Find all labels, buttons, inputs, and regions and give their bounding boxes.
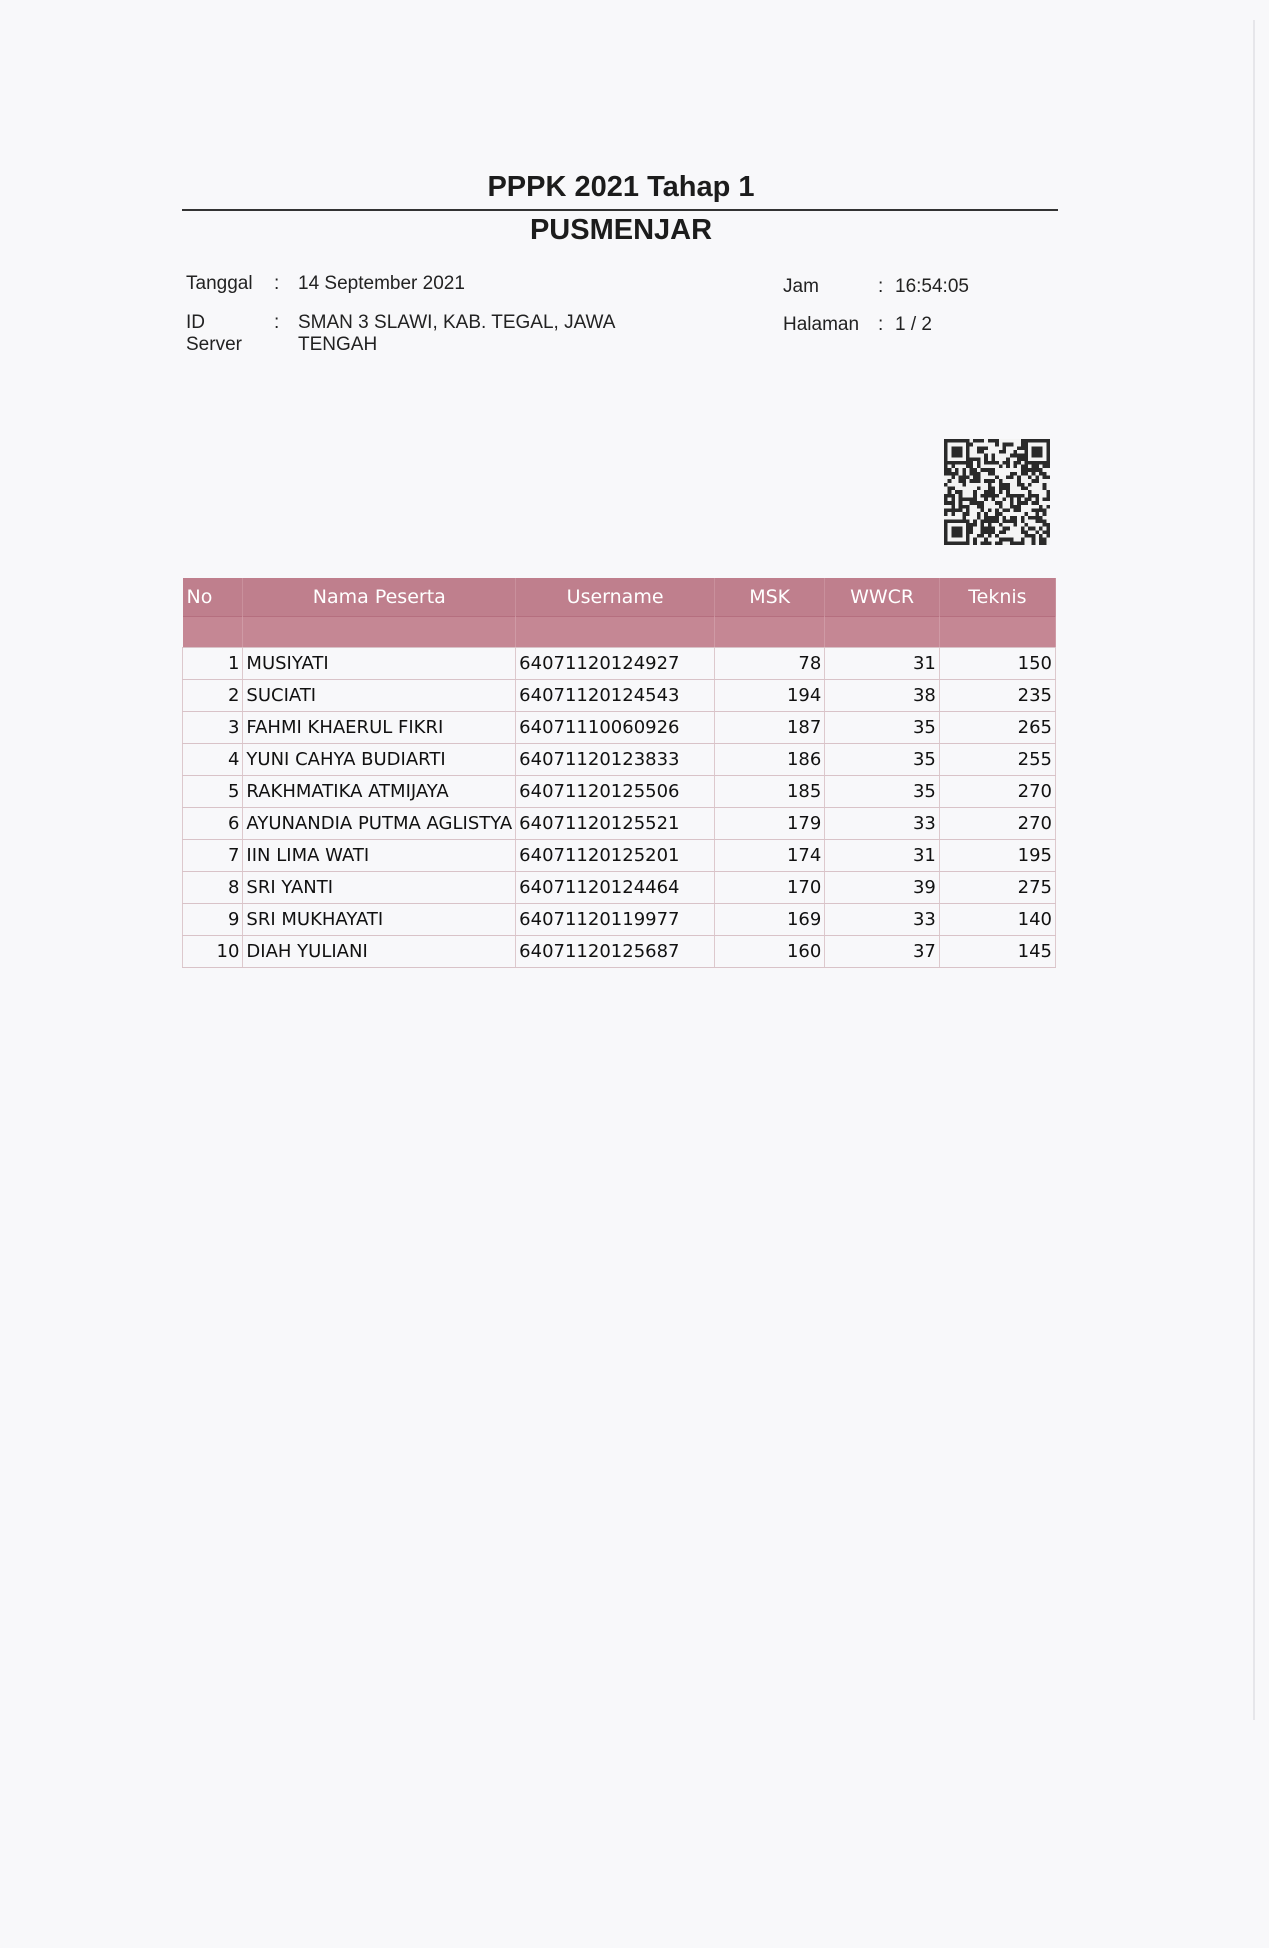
cell-no: 4 — [183, 744, 243, 776]
table-row — [183, 744, 1056, 776]
table-row — [183, 872, 1056, 904]
cell-msk: 160 — [715, 936, 825, 968]
cell-teknis: 195 — [939, 840, 1055, 872]
cell-msk: 187 — [715, 712, 825, 744]
cell-no: 6 — [183, 808, 243, 840]
table-row — [183, 648, 1056, 680]
id-server-value-1: SMAN 3 SLAWI, KAB. TEGAL, JAWA — [298, 312, 616, 333]
table-row — [183, 680, 1056, 712]
cell-no: 5 — [183, 776, 243, 808]
cell-teknis: 235 — [939, 680, 1055, 712]
cell-wwcr: 38 — [825, 680, 940, 712]
column-header-msk: MSK — [715, 578, 825, 617]
qr-code-icon — [944, 439, 1050, 545]
cell-username: 64071120125201 — [516, 840, 715, 872]
cell-no: 1 — [183, 648, 243, 680]
cell-teknis: 275 — [939, 872, 1055, 904]
cell-teknis: 270 — [939, 808, 1055, 840]
cell-wwcr: 33 — [825, 904, 940, 936]
meta-jam — [783, 276, 1023, 300]
cell-msk: 185 — [715, 776, 825, 808]
table-header-row — [183, 578, 1056, 617]
cell-username: 64071120125506 — [516, 776, 715, 808]
header-band — [183, 617, 1056, 648]
cell-nama-peserta: IIN LIMA WATI — [243, 840, 516, 872]
cell-nama-peserta: FAHMI KHAERUL FIKRI — [243, 712, 516, 744]
table-row — [183, 776, 1056, 808]
cell-no: 9 — [183, 904, 243, 936]
table-row — [183, 808, 1056, 840]
halaman-colon: : — [878, 314, 884, 335]
cell-msk: 174 — [715, 840, 825, 872]
tanggal-colon: : — [274, 273, 280, 294]
jam-value: 16:54:05 — [895, 276, 969, 297]
cell-nama-peserta: SRI YANTI — [243, 872, 516, 904]
cell-nama-peserta: SUCIATI — [243, 680, 516, 712]
table-row — [183, 904, 1056, 936]
cell-teknis: 140 — [939, 904, 1055, 936]
cell-nama-peserta: YUNI CAHYA BUDIARTI — [243, 744, 516, 776]
page-title: PPPK 2021 Tahap 1 — [487, 171, 755, 203]
cell-no: 8 — [183, 872, 243, 904]
cell-username: 64071120123833 — [516, 744, 715, 776]
cell-wwcr: 39 — [825, 872, 940, 904]
halaman-label: Halaman — [783, 314, 860, 335]
column-header-username: Username — [516, 578, 715, 617]
cell-wwcr: 31 — [825, 648, 940, 680]
jam-label: Jam — [783, 276, 819, 297]
title-rule — [182, 209, 1058, 211]
cell-username: 64071110060926 — [516, 712, 715, 744]
table-row — [183, 936, 1056, 968]
cell-wwcr: 35 — [825, 776, 940, 808]
cell-teknis: 145 — [939, 936, 1055, 968]
cell-teknis: 265 — [939, 712, 1055, 744]
cell-no: 2 — [183, 680, 243, 712]
cell-nama-peserta: RAKHMATIKA ATMIJAYA — [243, 776, 516, 808]
cell-nama-peserta: MUSIYATI — [243, 648, 516, 680]
cell-nama-peserta: SRI MUKHAYATI — [243, 904, 516, 936]
tanggal-label: Tanggal — [186, 273, 253, 294]
cell-msk: 78 — [715, 648, 825, 680]
halaman-value: 1 / 2 — [895, 314, 932, 335]
table-row — [183, 712, 1056, 744]
cell-nama-peserta: AYUNANDIA PUTMA AGLISTYA — [243, 808, 516, 840]
cell-wwcr: 35 — [825, 744, 940, 776]
cell-wwcr: 31 — [825, 840, 940, 872]
jam-colon: : — [878, 276, 884, 297]
column-header-teknis: Teknis — [939, 578, 1055, 617]
table-row — [183, 840, 1056, 872]
cell-username: 64071120124543 — [516, 680, 715, 712]
id-server-label-2: Server — [186, 334, 242, 355]
cell-teknis: 150 — [939, 648, 1055, 680]
results-table — [182, 578, 1056, 968]
id-server-colon: : — [274, 312, 280, 333]
cell-msk: 194 — [715, 680, 825, 712]
cell-wwcr: 37 — [825, 936, 940, 968]
id-server-value-2: TENGAH — [298, 334, 378, 355]
cell-wwcr: 33 — [825, 808, 940, 840]
cell-msk: 170 — [715, 872, 825, 904]
cell-username: 64071120125687 — [516, 936, 715, 968]
column-header-nama-peserta: Nama Peserta — [243, 578, 516, 617]
cell-no: 10 — [183, 936, 243, 968]
meta-halaman — [783, 314, 1023, 338]
cell-teknis: 255 — [939, 744, 1055, 776]
tanggal-value: 14 September 2021 — [298, 273, 465, 294]
cell-msk: 179 — [715, 808, 825, 840]
cell-no: 7 — [183, 840, 243, 872]
meta-tanggal — [186, 273, 586, 297]
cell-teknis: 270 — [939, 776, 1055, 808]
cell-no: 3 — [183, 712, 243, 744]
table-body — [183, 648, 1056, 968]
scan-edge — [1253, 20, 1255, 1720]
column-header-wwcr: WWCR — [825, 578, 940, 617]
page-subtitle: PUSMENJAR — [529, 214, 713, 246]
meta-id-server — [186, 312, 706, 360]
cell-wwcr: 35 — [825, 712, 940, 744]
cell-nama-peserta: DIAH YULIANI — [243, 936, 516, 968]
cell-msk: 169 — [715, 904, 825, 936]
cell-username: 64071120125521 — [516, 808, 715, 840]
cell-username: 64071120119977 — [516, 904, 715, 936]
id-server-label-1: ID — [186, 312, 205, 333]
cell-msk: 186 — [715, 744, 825, 776]
cell-username: 64071120124464 — [516, 872, 715, 904]
cell-username: 64071120124927 — [516, 648, 715, 680]
column-header-no: No — [183, 578, 243, 617]
